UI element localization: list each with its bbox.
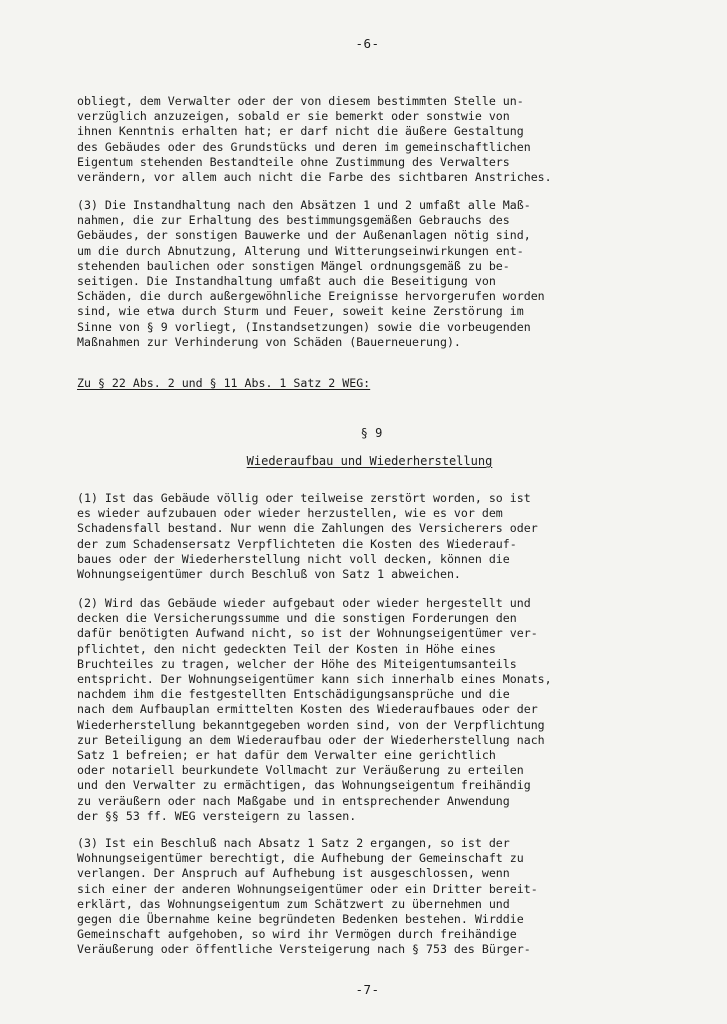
text-line: Veräußerung oder öffentliche Versteigerung nach § 753 des Bürger- <box>77 942 531 957</box>
text-line: erklärt, das Wohnungseigentum zum Schätzwert zu übernehmen und <box>77 896 510 911</box>
paragraph-continuation <box>77 94 552 185</box>
text-line: dafür benötigten Aufwand nicht, so ist der Wohnungseigentümer ver- <box>77 626 538 641</box>
text-line: verlangen. Der Anspruch auf Aufhebung ist ausgeschlossen, wenn <box>77 866 510 881</box>
paragraph-1 <box>77 491 538 582</box>
text-line: Satz 1 befreien; er hat dafür dem Verwalter eine gerichtlich <box>77 748 496 763</box>
text-line: zu veräußern oder nach Maßgabe und in entsprechender Anwendung <box>77 793 510 808</box>
text-line: gegen die Übernahme keine begründeten Bedenken bestehen. Wirddie <box>77 912 524 927</box>
text-line: obliegt, dem Verwalter oder der von diesem bestimmten Stelle un- <box>77 94 524 108</box>
text-line: baues oder der Wiederherstellung nicht voll decken, können die <box>77 551 510 566</box>
text-line: und den Verwalter zu ermächtigen, das Wohnungseigentum freihändig <box>77 778 531 793</box>
text-line: seitigen. Die Instandhaltung umfaßt auch die Beseitigung von <box>77 274 496 289</box>
text-line: entspricht. Der Wohnungseigentümer kann sich innerhalb eines Monats, <box>77 672 552 687</box>
text-line: verzüglich anzuzeigen, sobald er sie bemerkt oder sonstwie von <box>77 109 510 124</box>
section-title: Wiederaufbau und Wiederherstellung <box>246 454 493 468</box>
text-line: decken die Versicherungssumme und die sonstigen Forderungen den <box>77 611 517 626</box>
text-line: (1) Ist das Gebäude völlig oder teilweise zerstört worden, so ist <box>77 491 531 505</box>
text-line: Gebäudes, der sonstigen Bauwerke und der Außenanlagen nötig sind, <box>77 228 531 243</box>
paragraph-2 <box>77 596 552 824</box>
text-line: sich einer der anderen Wohnungseigentümer oder ein Dritter bereit- <box>77 881 538 896</box>
text-line: (3) Die Instandhaltung nach den Absätzen 1 und 2 umfaßt alle Maß- <box>77 198 531 212</box>
text-line: Maßnahmen zur Verhinderung von Schäden (Bauerneuerung). <box>77 334 461 349</box>
text-line: um die durch Abnutzung, Alterung und Witterungseinwirkungen ent- <box>77 243 524 258</box>
text-line: sind, wie etwa durch Sturm und Feuer, soweit keine Zerstörung im <box>77 304 524 319</box>
page-number-top: -6- <box>355 36 380 51</box>
paragraph-instandhaltung <box>77 198 545 350</box>
text-line: nahmen, die zur Erhaltung des bestimmungsgemäßen Gebrauchs des <box>77 213 510 228</box>
text-line: oder notariell beurkundete Vollmacht zur Veräußerung zu erteilen <box>77 763 524 778</box>
text-line: der zum Schadensersatz Verpflichteten die Kosten des Wiederauf- <box>77 536 517 551</box>
text-line: pflichtet, den nicht gedeckten Teil der Kosten in Höhe eines <box>77 641 496 656</box>
text-line: Gemeinschaft aufgehoben, so wird ihr Vermögen durch freihändige <box>77 927 517 942</box>
text-line: verändern, vor allem auch nicht die Farbe des sichtbaren Anstriches. <box>77 170 552 185</box>
text-line: Schäden, die durch außergewöhnliche Ereignisse hervorgerufen worden <box>77 289 545 304</box>
text-line: Wohnungseigentümer durch Beschluß von Satz 1 abweichen. <box>77 567 461 582</box>
paragraph-3 <box>77 836 538 958</box>
page-number-bottom: -7- <box>355 982 380 997</box>
text-line: Schadensfall bestand. Nur wenn die Zahlungen des Versicherers oder <box>77 521 538 536</box>
section-reference: Zu § 22 Abs. 2 und § 11 Abs. 1 Satz 2 WEG: <box>77 376 371 390</box>
text-line: (3) Ist ein Beschluß nach Absatz 1 Satz 2 ergangen, so ist der <box>77 836 510 850</box>
text-line: (2) Wird das Gebäude wieder aufgebaut oder wieder hergestellt und <box>77 596 531 610</box>
text-line: es wieder aufzubauen oder wieder herzustellen, wie es vor dem <box>77 506 503 521</box>
text-line: Wiederherstellung bekanntgegeben worden sind, von der Verpflichtung <box>77 717 545 732</box>
text-line: Bruchteiles zu tragen, welcher der Höhe des Miteigentumsanteils <box>77 656 517 671</box>
text-line: ihnen Kenntnis erhalten hat; er darf nicht die äußere Gestaltung <box>77 124 524 139</box>
section-number: § 9 <box>360 426 383 440</box>
text-line: Sinne von § 9 vorliegt, (Instandsetzungen) sowie die vorbeugenden <box>77 319 531 334</box>
text-line: nachdem ihm die festgestellten Entschädigungsansprüche und die <box>77 687 510 702</box>
text-line: der §§ 53 ff. WEG versteigern zu lassen. <box>77 808 357 823</box>
text-line: zur Beteiligung an dem Wiederaufbau oder der Wiederherstellung nach <box>77 732 545 747</box>
text-line: des Gebäudes oder des Grundstücks und deren im gemeinschaftlichen <box>77 139 531 154</box>
text-line: stehenden baulichen oder sonstigen Mängel ordnungsgemäß zu be- <box>77 258 510 273</box>
text-line: Wohnungseigentümer berechtigt, die Aufhebung der Gemeinschaft zu <box>77 851 524 866</box>
text-line: nach dem Aufbauplan ermittelten Kosten des Wiederaufbaues oder der <box>77 702 538 717</box>
text-line: Eigentum stehenden Bestandteile ohne Zustimmung des Verwalters <box>77 154 510 169</box>
